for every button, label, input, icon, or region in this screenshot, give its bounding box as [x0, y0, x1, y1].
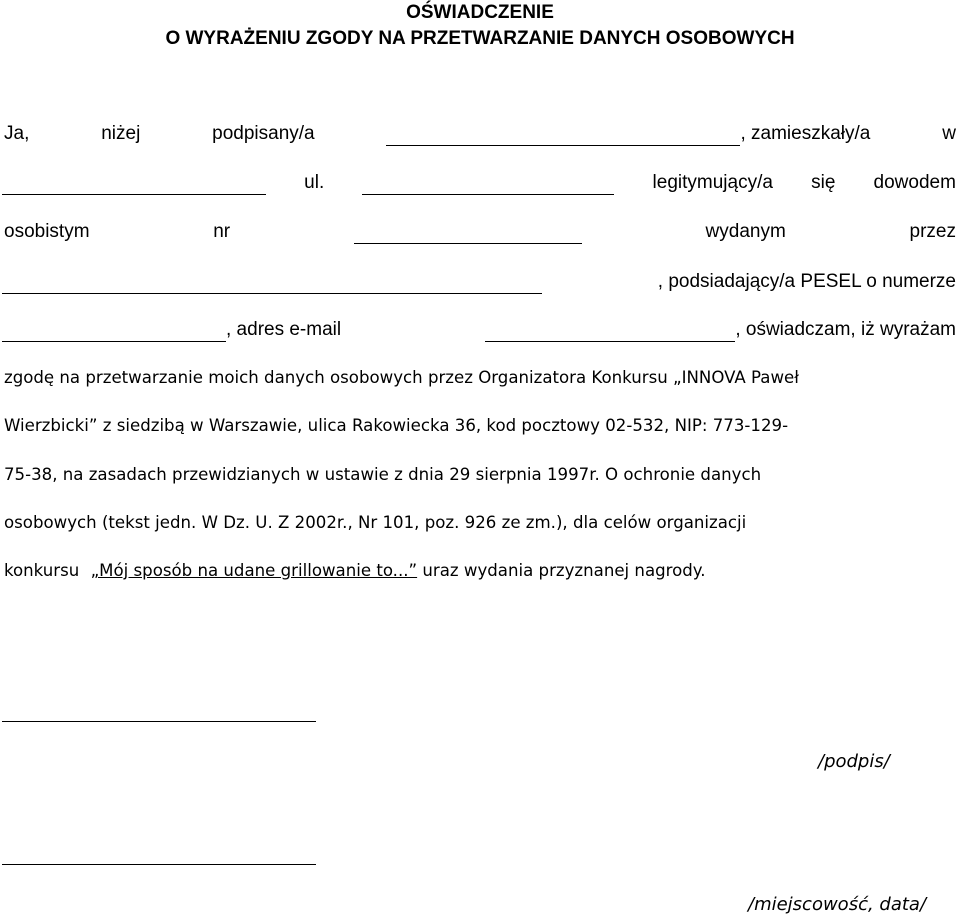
- consent-text-4: osobowych (tekst jedn. W Dz. U. Z 2002r., Nr 101, poz. 926 ze zm.), dla celów organizacji: [4, 513, 747, 532]
- word-podpisany: podpisany/a: [212, 123, 315, 144]
- word-zamieszkaly: , zamieszkały/a: [740, 123, 871, 144]
- body-line-4: [4, 509, 956, 535]
- consent-text-1: zgodę na przetwarzanie moich danych osobowych przez Organizatora Konkursu „INNOVA Paweł: [4, 368, 799, 387]
- contest-name: „Mój sposób na udane grillowanie to...”: [90, 561, 418, 580]
- word-osobistym: osobistym: [4, 221, 90, 242]
- place-date-label: /miejscowość, data/: [748, 894, 927, 915]
- word-przez: przez: [909, 221, 956, 242]
- consent-text-5-start: konkursu: [4, 561, 85, 580]
- id-number-blank[interactable]: [354, 225, 582, 244]
- body-line-1: [4, 364, 956, 390]
- word-w: w: [942, 123, 956, 144]
- word-adres: , adres e-mail: [226, 319, 342, 340]
- document-title: OŚWIADCZENIE: [406, 2, 554, 23]
- body-line-3: [4, 461, 956, 487]
- signature-label: /podpis/: [818, 751, 890, 772]
- word-nr: nr: [213, 221, 231, 242]
- issuer-blank[interactable]: [2, 275, 542, 294]
- consent-text-2: Wierzbicki” z siedzibą w Warszawie, ulica Rakowiecka 36, kod pocztowy 02-532, NIP: 773-129-: [4, 416, 789, 435]
- email-blank[interactable]: [485, 323, 735, 342]
- word-nizej: niżej: [101, 123, 141, 144]
- word-ja: Ja,: [4, 123, 30, 144]
- street-blank[interactable]: [362, 176, 614, 195]
- word-dowodem: dowodem: [873, 172, 956, 193]
- body-line-5: [4, 557, 956, 583]
- consent-text-5-end: uraz wydania przyznanej nagrody.: [417, 561, 706, 580]
- document-subtitle: O WYRAŻENIU ZGODY NA PRZETWARZANIE DANYCH OSOBOWYCH: [165, 28, 795, 49]
- form-line-3: [4, 218, 956, 244]
- word-legitymujacy: legitymujący/a: [652, 172, 773, 193]
- word-sie: się: [811, 172, 836, 193]
- signature-line[interactable]: [2, 721, 316, 722]
- word-podsiadajacy: , podsiadający/a PESEL o numerze: [657, 271, 956, 292]
- form-line-5: [4, 316, 956, 342]
- form-line-2: [4, 169, 956, 195]
- consent-text-3: 75-38, na zasadach przewidzianych w ustawie z dnia 29 sierpnia 1997r. O ochronie danych: [4, 465, 762, 484]
- word-oswiadczam: , oświadczam, iż wyrażam: [735, 319, 956, 340]
- place-date-line[interactable]: [2, 864, 316, 865]
- pesel-blank[interactable]: [2, 323, 226, 342]
- name-blank[interactable]: [386, 127, 740, 146]
- body-line-2: [4, 412, 956, 438]
- form-line-1: [4, 120, 956, 146]
- city-blank[interactable]: [2, 176, 266, 195]
- word-ul: ul.: [304, 172, 325, 193]
- form-line-4: [4, 268, 956, 294]
- word-wydanym: wydanym: [705, 221, 786, 242]
